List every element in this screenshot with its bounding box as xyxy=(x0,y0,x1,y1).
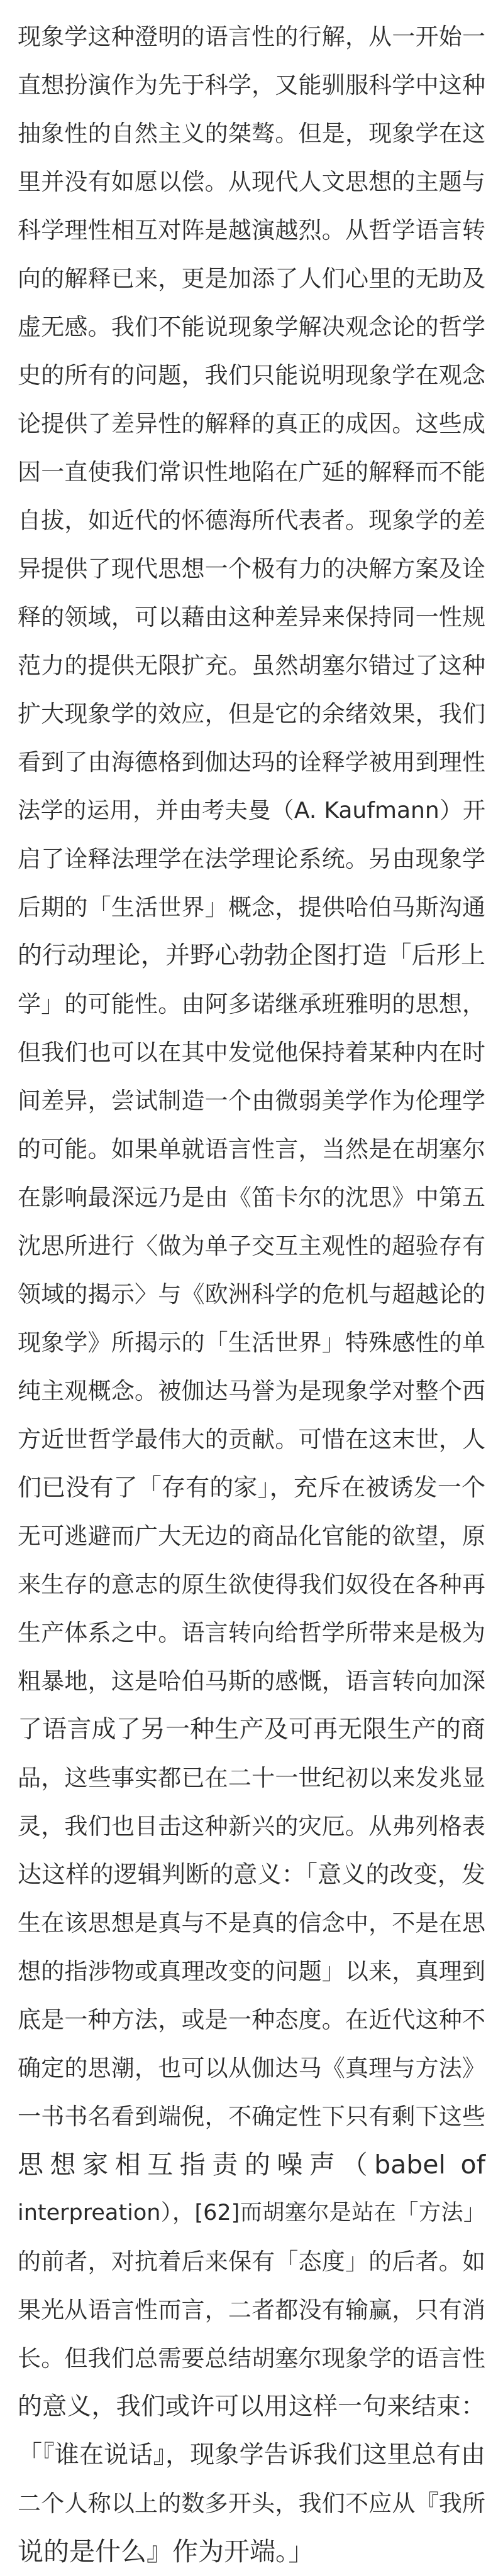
text-line: 长。但我们总需要总结胡塞尔现象学的语言性 xyxy=(18,2345,485,2372)
text-line: 二个人称以上的数多开头，我们不应从『我所 xyxy=(18,2490,485,2517)
text-line: 范力的提供无限扩充。虽然胡塞尔错过了这种 xyxy=(18,652,485,679)
text-line: 的前者，对抗着后来保有「态度」的后者。如 xyxy=(18,2248,485,2275)
text-line: 方近世哲学最伟大的贡献。可惜在这末世，人 xyxy=(18,1426,485,1453)
text-line: 一书书名看到端倪，不确定性下只有剩下这些 xyxy=(18,2103,485,2130)
text-line: 抽象性的自然主义的桀骜。但是，现象学在这 xyxy=(18,120,485,147)
text-line: 现象学这种澄明的语言性的行解，从一开始一 xyxy=(18,23,485,50)
text-line: 看到了由海德格到伽达玛的诠释学被用到理性 xyxy=(18,749,485,776)
text-line: 间差异，尝试制造一个由微弱美学作为伦理学 xyxy=(18,1087,485,1114)
text-line: 法学的运用，并由考夫曼（A. Kaufmann）开 xyxy=(18,798,485,823)
text-line: 异提供了现代思想一个极有力的决解方案及诠 xyxy=(18,555,485,582)
article-body xyxy=(18,0,485,2567)
text-line: 来生存的意志的原生欲使得我们奴役在各种再 xyxy=(18,1571,485,1598)
text-line: 生在该思想是真与不是真的信念中，不是在思 xyxy=(18,1910,485,1937)
text-line: 思想家相互指责的噪声（babel of xyxy=(18,2149,485,2180)
text-line: 想的指涉物或真理改变的问题」以来，真理到 xyxy=(18,1958,485,1985)
text-line: 向的解释已来，更是加添了人们心里的无助及 xyxy=(18,265,485,292)
text-line: 在影响最深远乃是由《笛卡尔的沈思》中第五 xyxy=(18,1184,485,1211)
text-line: 底是一种方法，或是一种态度。在近代这种不 xyxy=(18,2006,485,2033)
text-line: 纯主观概念。被伽达马誉为是现象学对整个西 xyxy=(18,1378,485,1405)
text-line: 里并没有如愿以偿。从现代人文思想的主题与 xyxy=(18,168,485,195)
text-line: 达这样的逻辑判断的意义：「意义的改变，发 xyxy=(18,1861,485,1888)
text-line: 后期的「生活世界」概念，提供哈伯马斯沟通 xyxy=(18,894,485,921)
text-line: 生产体系之中。语言转向给哲学所带来是极为 xyxy=(18,1619,485,1646)
text-line: 领域的揭示〉与《欧洲科学的危机与超越论的 xyxy=(18,1281,485,1308)
text-line: 的可能。如果单就语言性言，当然是在胡塞尔 xyxy=(18,1136,485,1163)
text-line: 确定的思潮，也可以从伽达马《真理与方法》 xyxy=(18,2055,485,2082)
text-line: 果光从语言性而言，二者都没有输赢，只有消 xyxy=(18,2296,485,2323)
text-line: 因一直使我们常识性地陷在广延的解释而不能 xyxy=(18,459,485,486)
text-line: 们已没有了「存有的家」，充斥在被诱发一个 xyxy=(18,1474,485,1501)
text-line: 学」的可能性。由阿多诺继承班雅明的思想， xyxy=(18,991,485,1018)
text-line: 启了诠释法理学在法学理论系统。另由现象学 xyxy=(18,845,485,872)
text-line: interpreation），[62]而胡塞尔是站在「方法」 xyxy=(18,2200,485,2225)
text-line: 品，这些事实都已在二十一世纪初以来发兆显 xyxy=(18,1764,485,1791)
text-line: 「『谁在说话』，现象学告诉我们这里总有由 xyxy=(18,2441,485,2469)
text-line: 直想扮演作为先于科学，又能驯服科学中这种 xyxy=(18,72,485,99)
text-line: 的意义，我们或许可以用这样一句来结束： xyxy=(18,2393,485,2421)
text-line: 但我们也可以在其中发觉他保持着某种内在时 xyxy=(18,1039,485,1066)
text-line: 论提供了差异性的解释的真正的成因。这些成 xyxy=(18,410,485,437)
text-line: 粗暴地，这是哈伯马斯的感慨，语言转向加深 xyxy=(18,1668,485,1695)
text-line: 扩大现象学的效应，但是它的余绪效果，我们 xyxy=(18,700,485,727)
text-line: 虚无感。我们不能说现象学解决观念论的哲学 xyxy=(18,313,485,340)
text-line: 灵，我们也目击这种新兴的灾厄。从弗列格表 xyxy=(18,1813,485,1840)
text-line: 说的是什么』作为开端。」 xyxy=(18,2536,314,2567)
text-line: 史的所有的问题，我们只能说明现象学在观念 xyxy=(18,362,485,389)
text-line: 沈思所进行〈做为单子交互主观性的超验存有 xyxy=(18,1232,485,1259)
text-line: 现象学》所揭示的「生活世界」特殊感性的单 xyxy=(18,1329,485,1356)
text-line: 的行动理论，并野心勃勃企图打造「后形上 xyxy=(18,942,485,970)
text-line: 科学理性相互对阵是越演越烈。从哲学语言转 xyxy=(18,217,485,244)
text-line: 了语言成了另一种生产及可再无限生产的商 xyxy=(18,1715,485,1744)
text-line: 自拔，如近代的怀德海所代表者。现象学的差 xyxy=(18,507,485,534)
text-line: 无可逃避而广大无边的商品化官能的欲望，原 xyxy=(18,1523,485,1550)
text-line: 释的领域，可以藉由这种差异来保持同一性规 xyxy=(18,604,485,631)
